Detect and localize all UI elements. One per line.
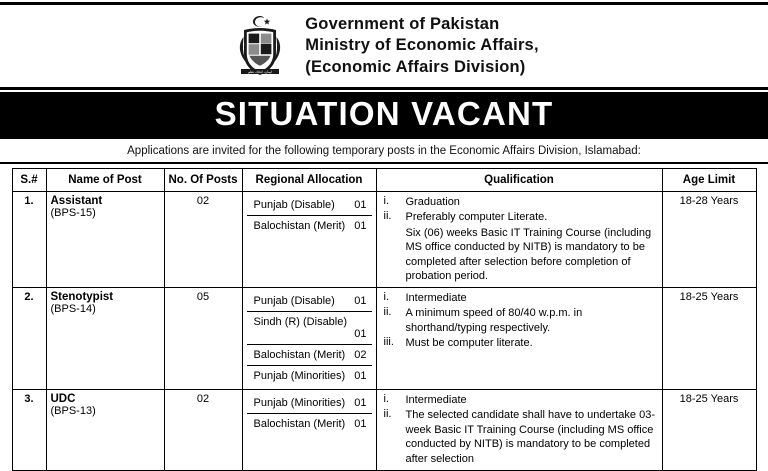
cell-post-name (46, 287, 164, 389)
header-line-3: (Economic Affairs Division) (305, 57, 526, 76)
cell-no-of-posts: 05 (164, 287, 242, 389)
region-count: 01 (354, 417, 367, 430)
regional-allocation-entry (247, 311, 372, 344)
cell-regional-allocation (242, 287, 376, 389)
region-label: Punjab (Disable) (253, 198, 335, 211)
region-label: Punjab (Minorities) (253, 396, 346, 409)
post-name-label: UDC (50, 392, 76, 405)
cell-serial: 3. (12, 389, 46, 471)
qualification-text: Preferably computer Literate. (405, 211, 548, 224)
region-label: Punjab (Minorities) (253, 369, 346, 382)
region-count: 01 (354, 327, 367, 340)
column-header-qualification: Qualification (376, 168, 662, 191)
advertisement-page (0, 2, 768, 468)
header-line-2: Ministry of Economic Affairs, (305, 36, 539, 55)
intro-text: Applications are invited for the following temporary posts in the Economic Affairs Division, Islamabad: (0, 139, 768, 164)
regional-allocation-entry (247, 195, 372, 216)
cell-age-limit: 18-25 Years (662, 287, 756, 389)
cell-qualification (376, 191, 662, 287)
column-header-regional-allocation: Regional Allocation (242, 168, 376, 191)
region-count: 01 (354, 369, 367, 382)
qualification-text: Must be computer literate. (405, 337, 533, 350)
table-header-row (12, 168, 756, 191)
qualification-marker: iii. (383, 336, 394, 349)
qualification-marker: i. (383, 194, 389, 207)
regional-allocation-entry (247, 344, 372, 365)
column-header-post-name: Name of Post (46, 168, 164, 191)
region-count: 02 (354, 348, 367, 361)
cell-post-name (46, 389, 164, 471)
post-bps-label: (BPS-13) (50, 404, 96, 417)
qualification-marker: i. (383, 290, 389, 303)
regional-allocation-entry (247, 291, 372, 312)
column-header-serial: S.# (12, 168, 46, 191)
document-header (0, 2, 768, 90)
region-label: Sindh (R) (Disable) (253, 315, 348, 328)
column-header-age-limit: Age Limit (662, 168, 756, 191)
column-header-no-of-posts: No. Of Posts (164, 168, 242, 191)
region-count: 01 (354, 219, 367, 232)
situation-vacant-title-bar (0, 92, 768, 139)
regional-allocation-row (247, 365, 372, 386)
cell-regional-allocation (242, 389, 376, 471)
regional-allocation-entry (247, 393, 372, 414)
qualification-marker: ii. (383, 408, 392, 421)
header-line-1: Government of Pakistan (305, 15, 500, 34)
cell-age-limit: 18-25 Years (662, 389, 756, 471)
region-label: Punjab (Disable) (253, 294, 335, 307)
cell-age-limit: 18-28 Years (662, 191, 756, 287)
qualification-text: Graduation (405, 195, 460, 208)
cell-post-name (46, 191, 164, 287)
post-bps-label: (BPS-15) (50, 206, 96, 219)
regional-allocation-row (247, 291, 372, 312)
table-row (12, 191, 756, 287)
region-count: 01 (354, 396, 367, 409)
regional-allocation-row (247, 311, 372, 344)
cell-qualification (376, 287, 662, 389)
regional-allocation-entry (247, 413, 372, 434)
regional-allocation-row (247, 215, 372, 236)
region-label: Balochistan (Merit) (253, 219, 346, 232)
regional-allocation-row (247, 344, 372, 365)
table-row (12, 287, 756, 389)
regional-allocation-row (247, 393, 372, 414)
qualification-item (381, 408, 658, 466)
pakistan-state-emblem-icon (229, 13, 291, 79)
qualification-item (381, 393, 658, 408)
qualification-item (381, 306, 658, 335)
cell-qualification (376, 389, 662, 471)
region-count: 01 (354, 294, 367, 307)
region-label: Balochistan (Merit) (253, 417, 346, 430)
regional-allocation-entry (247, 365, 372, 386)
qualification-text: Intermediate (405, 291, 467, 304)
cell-regional-allocation (242, 191, 376, 287)
post-name-label: Assistant (50, 194, 103, 207)
cell-no-of-posts: 02 (164, 191, 242, 287)
qualification-text: A minimum speed of 80/40 w.p.m. in shorthand/typing respectively. (405, 307, 583, 334)
regional-allocation-entry (247, 215, 372, 236)
vacancies-table (12, 168, 757, 471)
regional-allocation-row (247, 195, 372, 216)
header-text-block (305, 14, 538, 77)
region-count: 01 (354, 198, 367, 211)
cell-no-of-posts: 02 (164, 389, 242, 471)
qualification-item (381, 195, 658, 210)
qualification-item (381, 210, 658, 225)
qualification-marker: ii. (383, 306, 392, 319)
cell-serial: 1. (12, 191, 46, 287)
qualification-marker: i. (383, 392, 389, 405)
regional-allocation-row (247, 413, 372, 434)
qualification-text: The selected candidate shall have to undertake 03- week Basic IT Training Course (including MS office conducted by NITB) is mandatory to be completed after selection (405, 409, 655, 465)
qualification-marker: ii. (383, 210, 392, 223)
qualification-item (381, 291, 658, 306)
page-title: SITUATION VACANT (214, 95, 554, 132)
post-bps-label: (BPS-14) (50, 302, 96, 315)
svg-text:ایمان، اتحاد، نظم: ایمان، اتحاد، نظم (248, 70, 273, 74)
region-label: Balochistan (Merit) (253, 348, 346, 361)
qualification-item (381, 336, 658, 351)
table-row (12, 389, 756, 471)
qualification-text: Intermediate (405, 393, 467, 406)
post-name-label: Stenotypist (50, 290, 114, 303)
cell-serial: 2. (12, 287, 46, 389)
qualification-note: Six (06) weeks Basic IT Training Course (including MS office conducted by NITB) is mandatory to be completed after selection before completion of probation period. (405, 226, 652, 283)
